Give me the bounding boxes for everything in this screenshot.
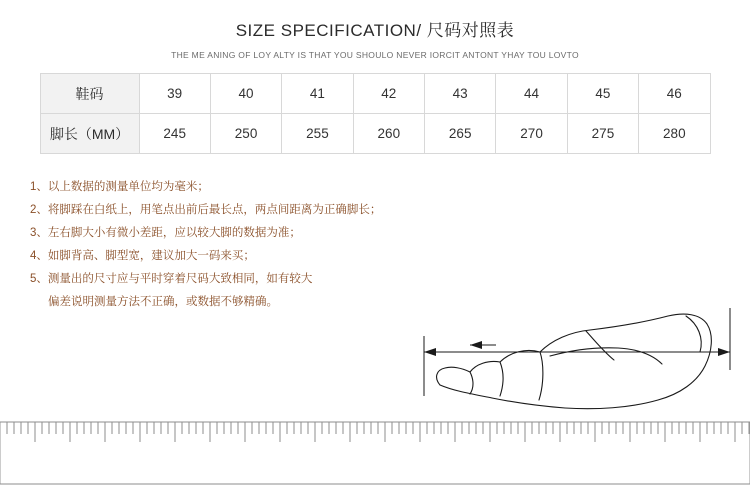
cell-size-6: 45: [567, 74, 638, 114]
cell-size-7: 46: [639, 74, 710, 114]
table-row-foot-length: [40, 114, 710, 154]
page-title: SIZE SPECIFICATION/ 尺码对照表: [235, 21, 515, 40]
cell-length-0: 245: [139, 114, 210, 154]
cell-length-2: 255: [282, 114, 353, 154]
size-table-container: [40, 73, 711, 154]
row-label-shoe-size: 鞋码: [40, 74, 139, 114]
note-item-2: 2、将脚踩在白纸上，用笔点出前后最长点，两点间距离为正确脚长；: [30, 204, 382, 216]
note-item-4: 4、如脚背高、脚型宽，建议加大一码来买；: [30, 250, 255, 262]
note-item-5-continued: 偏差说明测量方法不正确，或数据不够精确。: [48, 296, 278, 308]
page-subtitle: THE ME ANING OF LOY ALTY IS THAT YOU SHOULO NEVER IORCIT ANTONT YHAY TOU LOVTO: [171, 50, 579, 60]
cell-size-5: 44: [496, 74, 567, 114]
ruler-graphic: [0, 410, 750, 494]
note-item-3: 3、左右脚大小有微小差距，应以较大脚的数据为准；: [30, 227, 301, 239]
cell-length-3: 260: [353, 114, 424, 154]
cell-length-1: 250: [210, 114, 281, 154]
cell-length-7: 280: [639, 114, 710, 154]
cell-length-6: 275: [567, 114, 638, 154]
cell-size-1: 40: [210, 74, 281, 114]
cell-size-3: 42: [353, 74, 424, 114]
table-row-shoe-size: [40, 74, 710, 114]
row-label-foot-length: 脚长（MM）: [40, 114, 139, 154]
cell-length-5: 270: [496, 114, 567, 154]
note-item-5: 5、测量出的尺寸应与平时穿着尺码大致相同，如有较大: [30, 273, 313, 285]
cell-size-4: 43: [425, 74, 496, 114]
cell-size-0: 39: [139, 74, 210, 114]
cell-length-4: 265: [425, 114, 496, 154]
size-table: [40, 73, 711, 154]
note-item-1: 1、以上数据的测量单位均为毫米；: [30, 181, 209, 193]
cell-size-2: 41: [282, 74, 353, 114]
